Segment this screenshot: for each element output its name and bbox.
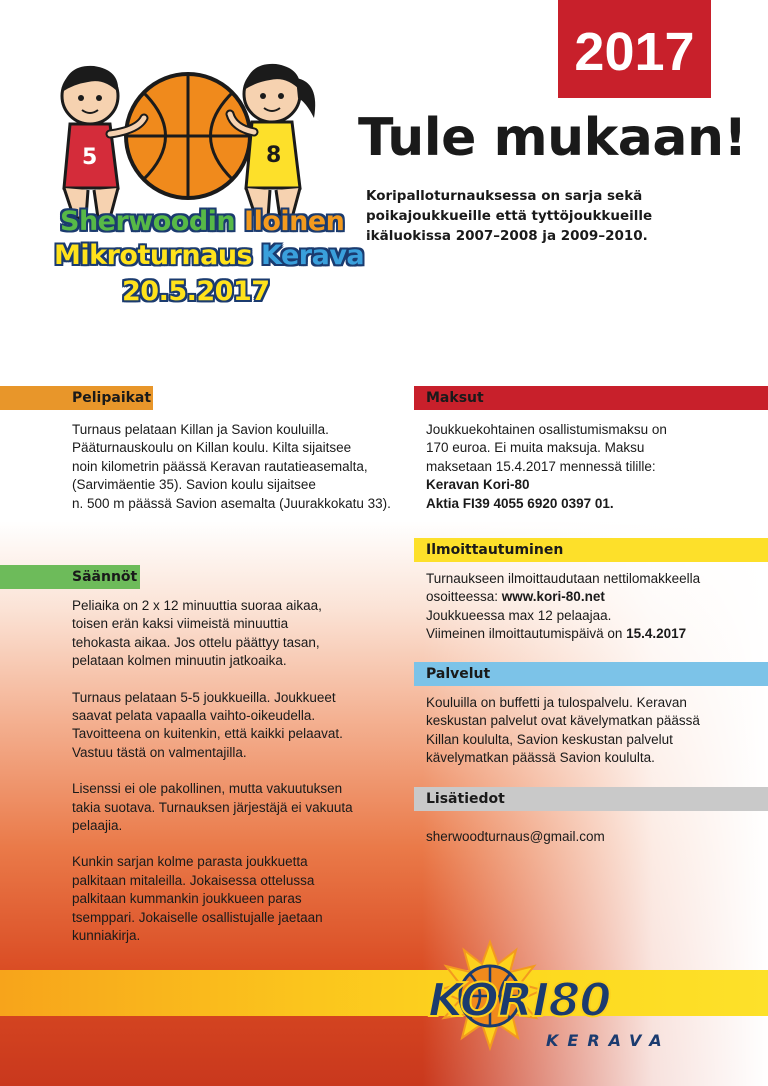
registration-deadline: 15.4.2017 <box>626 626 687 642</box>
text-line: pelaajia. <box>72 818 123 834</box>
section-body-lisatiedot <box>426 828 756 846</box>
text-line: Viimeinen ilmoittautumispäivä on 15.4.2017 <box>426 626 687 642</box>
logo-word-iloinen: Iloinen <box>244 206 345 237</box>
rules-paragraph-2 <box>72 689 372 763</box>
text-line: saavat pelata vapaalla vaihto-oikeudella. <box>72 708 316 724</box>
club-name: KORI80 <box>428 973 611 1027</box>
text-line: Lisenssi ei ole pakollinen, mutta vakuutuksen <box>72 781 343 797</box>
section-header-lisatiedot <box>414 787 768 811</box>
section-body-ilmoittautuminen <box>426 570 756 644</box>
text-line: Joukkueessa max 12 pelaajaa. <box>426 607 612 623</box>
section-header-saannot <box>0 565 140 589</box>
section-header-palvelut <box>414 662 768 686</box>
account-holder: Keravan Kori-80 <box>426 477 530 493</box>
text-line: tehokasta aikaa. Jos ottelu päättyy tasan, <box>72 634 320 650</box>
section-header-maksut <box>414 386 768 410</box>
text-line: kävelymatkan päässä Savion koululta. <box>426 750 655 766</box>
text-line: Turnaus pelataan Killan ja Savion kouluilla. <box>72 422 329 437</box>
logo-word-kerava: Kerava <box>261 240 365 271</box>
text-line: toisen erän kaksi viimeistä minuuttia <box>72 616 289 632</box>
text-line: Turnaukseen ilmoittaudutaan nettilomakkeella <box>426 571 701 586</box>
text-line: Killan koululta, Savion keskustan palvelut <box>426 731 673 747</box>
rules-paragraph-1 <box>72 597 372 671</box>
club-city: KERAVA <box>546 1031 671 1050</box>
text-line: takia suotava. Turnauksen järjestäjä ei vakuuta <box>72 799 353 815</box>
text-line: Peliaika on 2 x 12 minuuttia suoraa aikaa, <box>72 598 322 613</box>
contact-email[interactable]: sherwoodturnaus@gmail.com <box>426 829 605 844</box>
section-title-pelipaikat: Pelipaikat <box>72 390 152 406</box>
text-line: Kunkin sarjan kolme parasta joukkuetta <box>72 854 308 870</box>
section-title-saannot: Säännöt <box>72 569 138 585</box>
text-line: Pääturnauskoulu on Killan koulu. Kilta sijaitsee <box>72 440 352 456</box>
section-body-palvelut <box>426 694 756 768</box>
jersey-number-left: 5 <box>82 145 98 170</box>
event-logo-line-2 <box>54 240 364 271</box>
text-line: osoitteessa: www.kori-80.net <box>426 589 605 605</box>
text-line: (Sarvimäentie 35). Savion koulu sijaitsee <box>72 477 316 493</box>
section-title-lisatiedot: Lisätiedot <box>426 791 505 807</box>
text-line: maksetaan 15.4.2017 mennessä tilille: <box>426 458 656 474</box>
text-line: pelataan kolmen minuutin jatkoaika. <box>72 653 287 669</box>
text-line: kunniakirja. <box>72 928 141 944</box>
club-logo <box>418 938 688 1056</box>
section-title-maksut: Maksut <box>426 390 484 406</box>
text-line: noin kilometrin päässä Keravan rautatieasemalta, <box>72 458 368 474</box>
text-line: n. 500 m päässä Savion asemalta (Juurakkokatu 33). <box>72 495 391 511</box>
intro-text: Koripalloturnauksessa on sarja sekä poikajoukkueille että tyttöjoukkueille ikäluokissa 2007–2008 ja 2009–2010. <box>366 188 653 244</box>
jersey-number-right: 8 <box>266 143 282 168</box>
text-line: Tavoitteena on kuitenkin, että kaikki pelaavat. <box>72 726 343 742</box>
rules-paragraph-3 <box>72 780 372 835</box>
logo-word-mikroturnaus: Mikroturnaus <box>54 240 253 271</box>
text-line: palkitaan kummankin joukkueen paras <box>72 891 302 907</box>
section-title-ilmoittautuminen: Ilmoittautuminen <box>426 542 564 558</box>
section-header-ilmoittautuminen <box>414 538 768 562</box>
event-logo-date: 20.5.2017 <box>122 276 270 307</box>
text-line: Vastuu tästä on valmentajilla. <box>72 744 247 760</box>
text-line: Kouluilla on buffetti ja tulospalvelu. Keravan <box>426 695 687 710</box>
rules-paragraph-4 <box>72 853 372 945</box>
kori80-logo-icon <box>418 938 688 1056</box>
account-iban: Aktia FI39 4055 6920 0397 01. <box>426 495 614 511</box>
text-line: tsemppari. Jokaiselle osallistujalle jaetaan <box>72 909 323 925</box>
section-title-palvelut: Palvelut <box>426 666 491 682</box>
section-body-pelipaikat <box>72 421 402 513</box>
headline: Tule mukaan! <box>358 108 747 168</box>
registration-link[interactable]: www.kori-80.net <box>501 589 605 605</box>
section-body-maksut <box>426 421 756 513</box>
text-line: palkitaan mitaleilla. Jokaisessa ottelussa <box>72 872 315 888</box>
text-line: Joukkuekohtainen osallistumismaksu on <box>426 422 667 437</box>
section-body-saannot <box>72 597 372 964</box>
year-badge: 2017 <box>558 0 711 98</box>
text-line: keskustan palvelut ovat kävelymatkan päässä <box>426 713 700 729</box>
text-line: 170 euroa. Ei muita maksuja. Maksu <box>426 440 645 456</box>
section-header-pelipaikat <box>0 386 153 410</box>
event-logo-line-1 <box>60 206 344 237</box>
logo-word-sherwoodin: Sherwoodin <box>60 206 236 237</box>
event-logo <box>48 58 365 328</box>
text-line: Turnaus pelataan 5-5 joukkueilla. Joukkueet <box>72 689 336 705</box>
